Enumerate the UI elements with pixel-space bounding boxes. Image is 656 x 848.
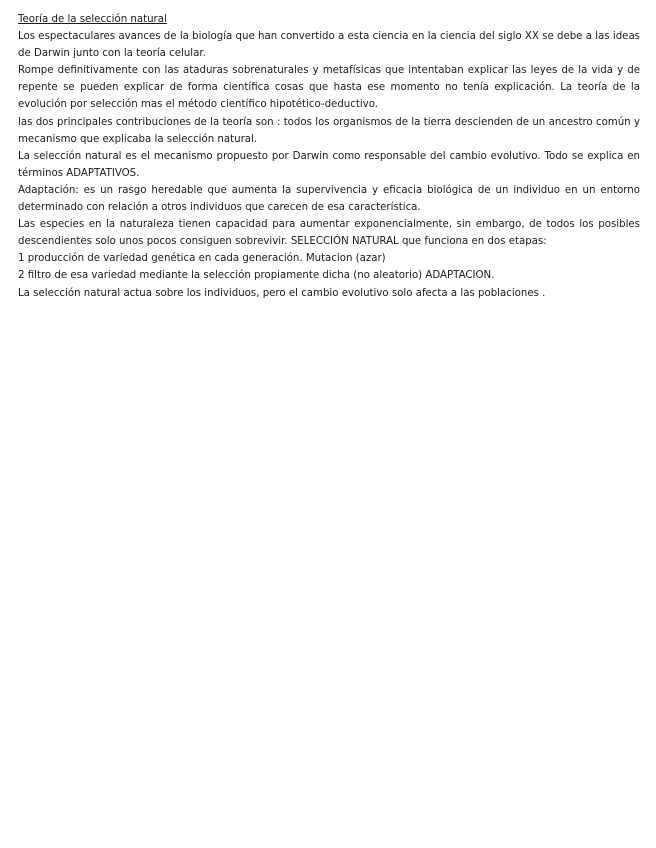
paragraph-contributions: las dos principales contribuciones de la teoría son : todos los organismos de la tierra descienden de un ancestro común y mecanismo que explicaba la selección natural. [18,116,640,145]
paragraph-conclusion: La selección natural actua sobre los individuos, pero el cambio evolutivo solo afecta a las poblaciones . [18,287,546,299]
paragraph-natural-selection: La selección natural es el mecanismo propuesto por Darwin como responsable del cambio evolutivo. Todo se explica en términos ADAPTATIVOS. [18,150,640,179]
paragraph-adaptation: Adaptación: es un rasgo heredable que aumenta la supervivencia y eficacia biológica de un individuo en un entorno determinado con relación a otros individuos que carecen de esa característica. [18,184,640,214]
document-title: Teoría de la selección natural [18,14,167,25]
document-page [18,11,640,302]
paragraph-darwin-ideas: Los espectaculares avances de la biología que han convertido a esta ciencia en la ciencia del siglo XX se debe a las ideas de Darwin junto con la teoría celular. [18,31,640,60]
paragraph-stage-1: 1 producción de variedad genética en cada generación. Mutacion (azar) [18,253,386,265]
paragraph-stage-2: 2 filtro de esa variedad mediante la selección propiamente dicha (no aleatorio) ADAPTACION. [18,270,495,282]
paragraph-supernatural: Rompe definitivamente con las ataduras sobrenaturales y metafísicas que intentaban explicar las leyes de la vida y de repente se pueden explicar de forma científica cosas que hasta ese momento no tenía explicación. La teoría de la evolución por selección mas el método científico hipotético-deductivo. [18,65,640,111]
paragraph-species: Las especies en la naturaleza tienen capacidad para aumentar exponencialmente, sin embargo, de todos los posibles descendientes solo unos pocos consiguen sobrevivir. SELECCIÓN NATURAL que funciona en dos etapas: [18,219,640,248]
